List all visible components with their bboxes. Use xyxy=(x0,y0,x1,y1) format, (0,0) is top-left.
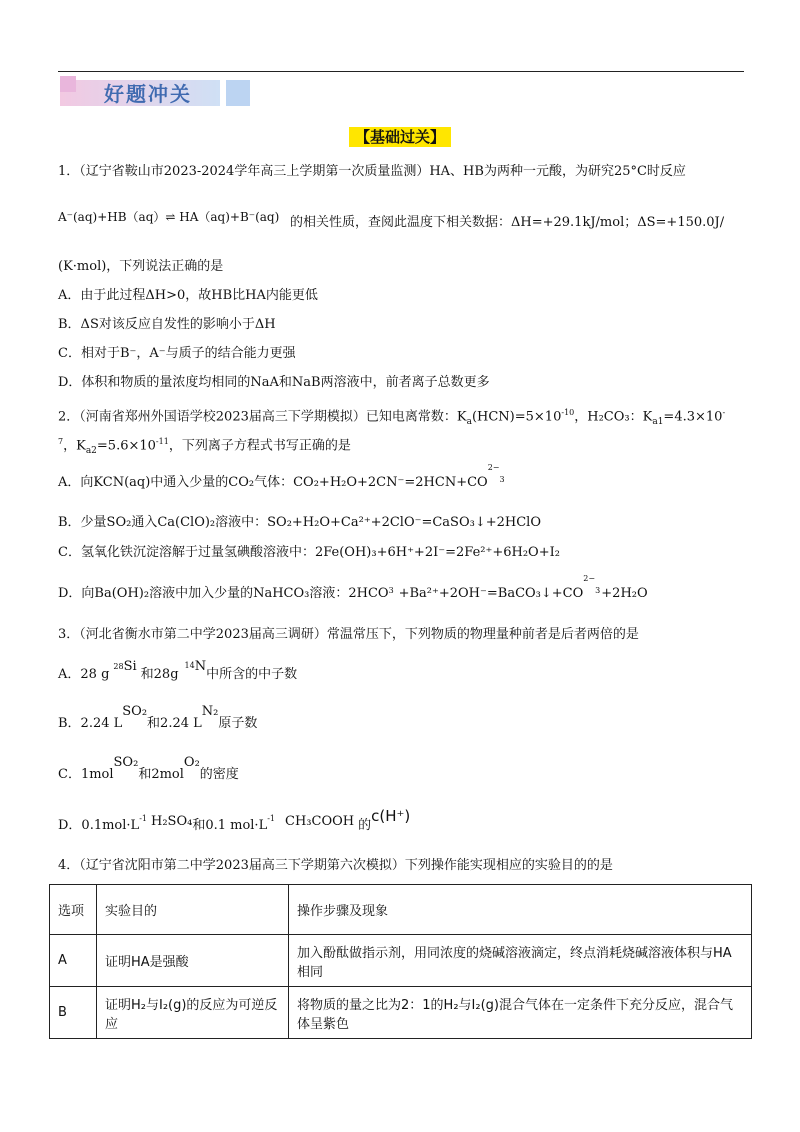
q2-option-a-sub: 3 xyxy=(499,475,505,484)
q3-a-iso1: 28 xyxy=(113,662,124,671)
q3-c2: 和2mol xyxy=(138,767,184,782)
q3-d1: D．0.1mol·L xyxy=(58,818,140,833)
table-header-row xyxy=(50,885,752,935)
table-cell: 将物质的量之比为2：1的H₂与I₂(g)混合气体在一定条件下充分反应，混合气体呈紫色 xyxy=(289,987,752,1039)
table-cell: B xyxy=(50,987,97,1039)
q2-option-d-charge: 2− xyxy=(583,574,596,583)
q1-option-a: A．由于此过程ΔH>0，故HB比HA内能更低 xyxy=(58,288,318,303)
q3-a-el2: N xyxy=(194,659,207,674)
q2-exp4: -11 xyxy=(155,437,169,446)
table-cell: A xyxy=(50,935,97,987)
q2-option-d-ion1 xyxy=(389,585,399,604)
q2-exp3: 7 xyxy=(58,437,64,446)
banner-decoration-right xyxy=(226,80,250,106)
table-row xyxy=(50,987,752,1039)
q3-b1: B．2.24 L xyxy=(58,716,123,731)
table-header-cell: 选项 xyxy=(50,885,97,935)
q3-d-expr: c(H⁺) xyxy=(371,807,411,825)
q2-sub-a2: a2 xyxy=(85,445,97,456)
section-title-text: 【基础过关】 xyxy=(349,127,451,147)
q2-option-d-text2: +Ba²⁺+2OH⁻=BaCO₃↓+CO xyxy=(398,586,584,601)
q2-sub-a: a xyxy=(466,416,472,427)
q3-a-iso2: 14 xyxy=(184,661,195,670)
q2-stem-d: =4.3×10 xyxy=(663,409,723,425)
q2-stem-line2c: ，下列离子方程式书写正确的是 xyxy=(168,438,351,454)
q1-stem-line2: 的相关性质，查阅此温度下相关数据：ΔH=+29.1kJ/mol；ΔS=+150.0J/ xyxy=(290,215,725,230)
q2-stem-a: 2．（河南省郑州外国语学校2023届高三下学期模拟）已知电离常数：K xyxy=(58,409,467,425)
q2-option-d-sub1: 3 xyxy=(388,586,394,595)
q2-option-c: C．氢氧化铁沉淀溶解于过量氢碘酸溶液中：2Fe(OH)₃+6H⁺+2I⁻=2Fe²⁺+6H₂O+I₂ xyxy=(58,545,560,560)
q3-d-f2: CH₃COOH xyxy=(285,814,355,829)
q2-stem-line1 xyxy=(58,404,725,431)
q1-option-b: B．ΔS对该反应自发性的影响小于ΔH xyxy=(58,317,276,332)
q2-exp1: -10 xyxy=(561,408,575,417)
q3-d-e1: -1 xyxy=(139,814,147,823)
q3-a1: A．28 g xyxy=(58,667,110,682)
q3-option-c xyxy=(58,755,239,784)
q2-option-d-text1: D．向Ba(OH)₂溶液中加入少量的NaHCO₃溶液：2HCO xyxy=(58,586,389,601)
q3-c1: C．1mol xyxy=(58,767,114,782)
q2-option-d xyxy=(58,574,648,604)
q3-option-d xyxy=(58,807,411,836)
q3-d2: 和0.1 mol·L xyxy=(192,818,268,833)
table-header-cell: 实验目的 xyxy=(97,885,289,935)
table-row xyxy=(50,935,752,987)
header-rule xyxy=(58,71,744,72)
q3-option-b xyxy=(58,704,258,733)
q3-d-f1: H₂SO₄ xyxy=(150,814,193,829)
q4-stem: 4．（辽宁省沈阳市第二中学2023届高三下学期第六次模拟）下列操作能实现相应的实验目的的是 xyxy=(58,858,613,873)
q2-option-d-text3: +2H₂O xyxy=(601,586,648,601)
table-cell: 证明HA是强酸 xyxy=(97,935,289,987)
banner-decoration xyxy=(60,76,76,92)
q3-d3: 的 xyxy=(358,818,372,833)
q2-exp2: - xyxy=(722,408,726,417)
q2-option-a xyxy=(58,463,505,493)
q2-stem-c: ，H₂CO₃：K xyxy=(574,409,653,425)
q3-a-el1: Si xyxy=(123,659,137,674)
table-cell: 证明H₂与I₂(g)的反应为可逆反应 xyxy=(97,987,289,1039)
q2-option-a-charge: 2− xyxy=(487,463,500,472)
q3-b-f2: N₂ xyxy=(201,704,219,719)
q2-option-a-text: A．向KCN(aq)中通入少量的CO₂气体：CO₂+H₂O+2CN⁻=2HCN+CO xyxy=(58,475,488,490)
q2-stem-b: (HCN)=5×10 xyxy=(471,409,562,425)
q3-b2: 和2.24 L xyxy=(147,716,202,731)
q2-stem-line2 xyxy=(58,433,351,460)
q3-a2: 和28g xyxy=(140,667,179,682)
q3-a3: 中所含的中子数 xyxy=(206,667,298,682)
q3-c3: 的密度 xyxy=(199,767,239,782)
table-cell: 加入酚酞做指示剂，用同浓度的烧碱溶液滴定，终点消耗烧碱溶液体积与HA相同 xyxy=(289,935,752,987)
q3-c-f1: SO₂ xyxy=(113,755,139,770)
q1-stem-line1: 1．（辽宁省鞍山市2023-2024学年高三上学期第一次质量监测）HA、HB为两种一元酸，为研究25°C时反应 xyxy=(58,164,686,179)
section-title xyxy=(0,126,800,147)
table-header-cell: 操作步骤及现象 xyxy=(289,885,752,935)
q3-option-a xyxy=(58,659,298,685)
q2-sub-a1: a1 xyxy=(652,416,664,427)
banner-title: 好题冲关 xyxy=(104,82,192,106)
q2-option-d-sub2: 3 xyxy=(595,586,601,595)
q2-stem-line2a: ，K xyxy=(63,438,86,454)
q2-option-d-ion2 xyxy=(583,574,601,604)
q3-b3: 原子数 xyxy=(218,716,258,731)
q2-stem-line2b: =5.6×10 xyxy=(96,438,156,454)
q3-b-f1: SO₂ xyxy=(122,704,148,719)
q1-option-c: C．相对于B⁻，A⁻与质子的结合能力更强 xyxy=(58,346,296,361)
q3-stem: 3．（河北省衡水市第二中学2023届高三调研）常温常压下，下列物质的物理量种前者是后者两倍的是 xyxy=(58,627,639,642)
q1-equation: A⁻(aq)+HB（aq）⇌ HA（aq)+B⁻(aq) xyxy=(58,210,280,224)
q1-option-d: D．体积和物质的量浓度均相同的NaA和NaB两溶液中，前者离子总数更多 xyxy=(58,375,490,390)
q1-stem-line3: (K·mol)，下列说法正确的是 xyxy=(58,259,224,274)
q3-c-f2: O₂ xyxy=(183,755,200,770)
banner xyxy=(60,76,260,108)
q2-option-a-ion xyxy=(487,463,505,493)
q2-option-b: B．少量SO₂通入Ca(ClO)₂溶液中：SO₂+H₂O+Ca²⁺+2ClO⁻=CaSO₃↓+2HClO xyxy=(58,515,541,530)
q4-table xyxy=(49,884,752,1039)
q3-d-e2: -1 xyxy=(267,814,275,823)
